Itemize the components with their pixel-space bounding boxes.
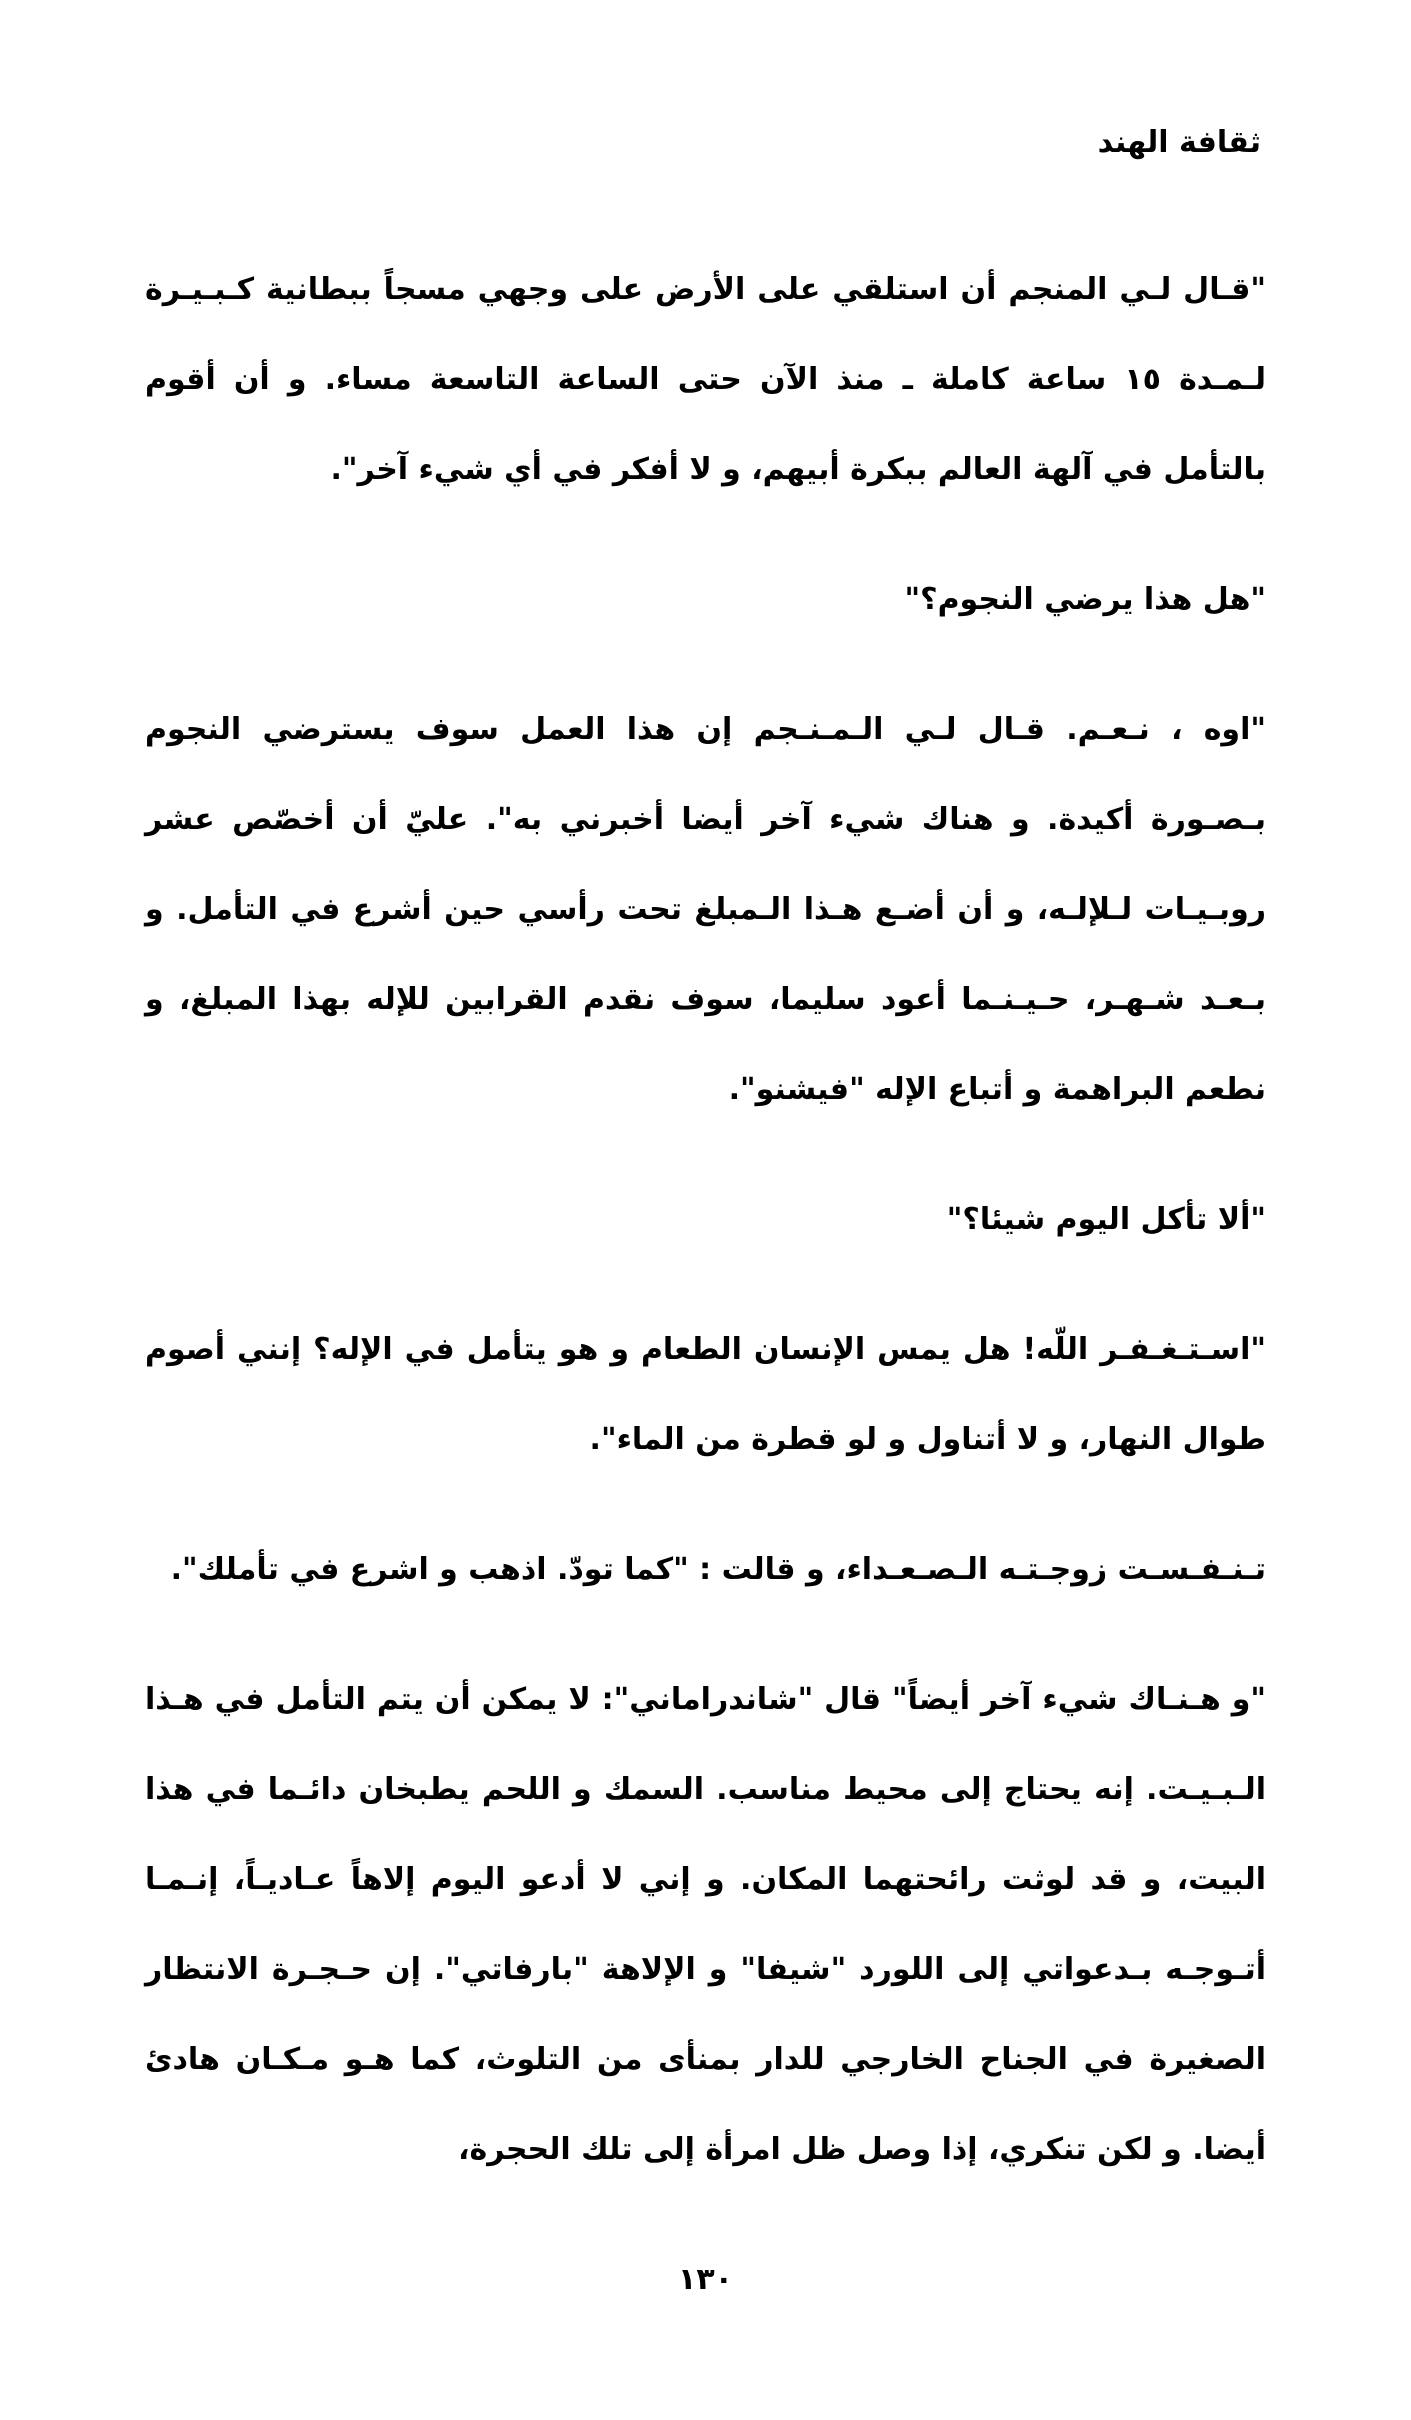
paragraph: "ألا تأكل اليوم شيئا؟" [946, 1202, 1266, 1237]
running-header-title: ثقافة الهند [1097, 125, 1261, 160]
paragraph: "و هـنـاك شيء آخر أيضاً" قال "شاندراماني": لا يمكن أن يتم التأمل في هـذا الـبـيـت. إنه يحتاج إلى محيط مناسب. السمك و اللحم يطبخان دائـما في هذا البيت، و قد لوثت رائحتهما المكان. و إني لا أدعو اليوم إلاهاً عـاديـاً، إنـمـا أتـوجـه بـدعواتي إلى اللورد "شيفا" و الإلاهة "بارفاتي". إن حـجـرة الانتظار الصغيرة في الجناح الخارجي للدار بمنأى من التلوث، كما هـو مـكـان هادئ أيضا. و لكن تنكري، إذا وصل ظل امرأة إلى تلك الحجرة، [145, 1682, 1266, 2167]
paragraph: تـنـفـسـت زوجـتـه الـصـعـداء، و قالت : "كما تودّ. اذهب و اشرع في تأملك". [170, 1552, 1266, 1587]
body-text [145, 245, 1266, 2235]
paragraph: "اوه ، نـعـم. قـال لـي الـمـنـجم إن هذا العمل سوف يسترضي النجوم بـصـورة أكيدة. و هناك شيء آخر أيضا أخبرني به". عليّ أن أخصّص عشر روبـيـات لـلإلـه، و أن أضـع هـذا الـمبلغ تحت رأسي حين أشرع في التأمل. و بـعـد شـهـر، حـيـنـما أعود سليما، سوف نقدم القرابين للإله بهذا المبلغ، و نطعم البراهمة و أتباع الإله "فيشنو". [145, 712, 1266, 1107]
paragraph: "قـال لـي المنجم أن استلقي على الأرض على وجهي مسجاً ببطانية كـبـيـرة لـمـدة ١٥ ساعة كاملة ـ منذ الآن حتى الساعة التاسعة مساء. و أن أقوم بالتأمل في آلهة العالم ببكرة أبيهم، و لا أفكر في أي شيء آخر". [145, 272, 1266, 487]
paragraph: "اسـتـغـفـر اللّه! هل يمس الإنسان الطعام و هو يتأمل في الإله؟ إنني أصوم طوال النهار، و لا أتناول و لو قطرة من الماء". [145, 1332, 1266, 1457]
paragraph: "هل هذا يرضي النجوم؟" [904, 582, 1266, 617]
page-number: ١٣٠ [678, 2262, 733, 2297]
